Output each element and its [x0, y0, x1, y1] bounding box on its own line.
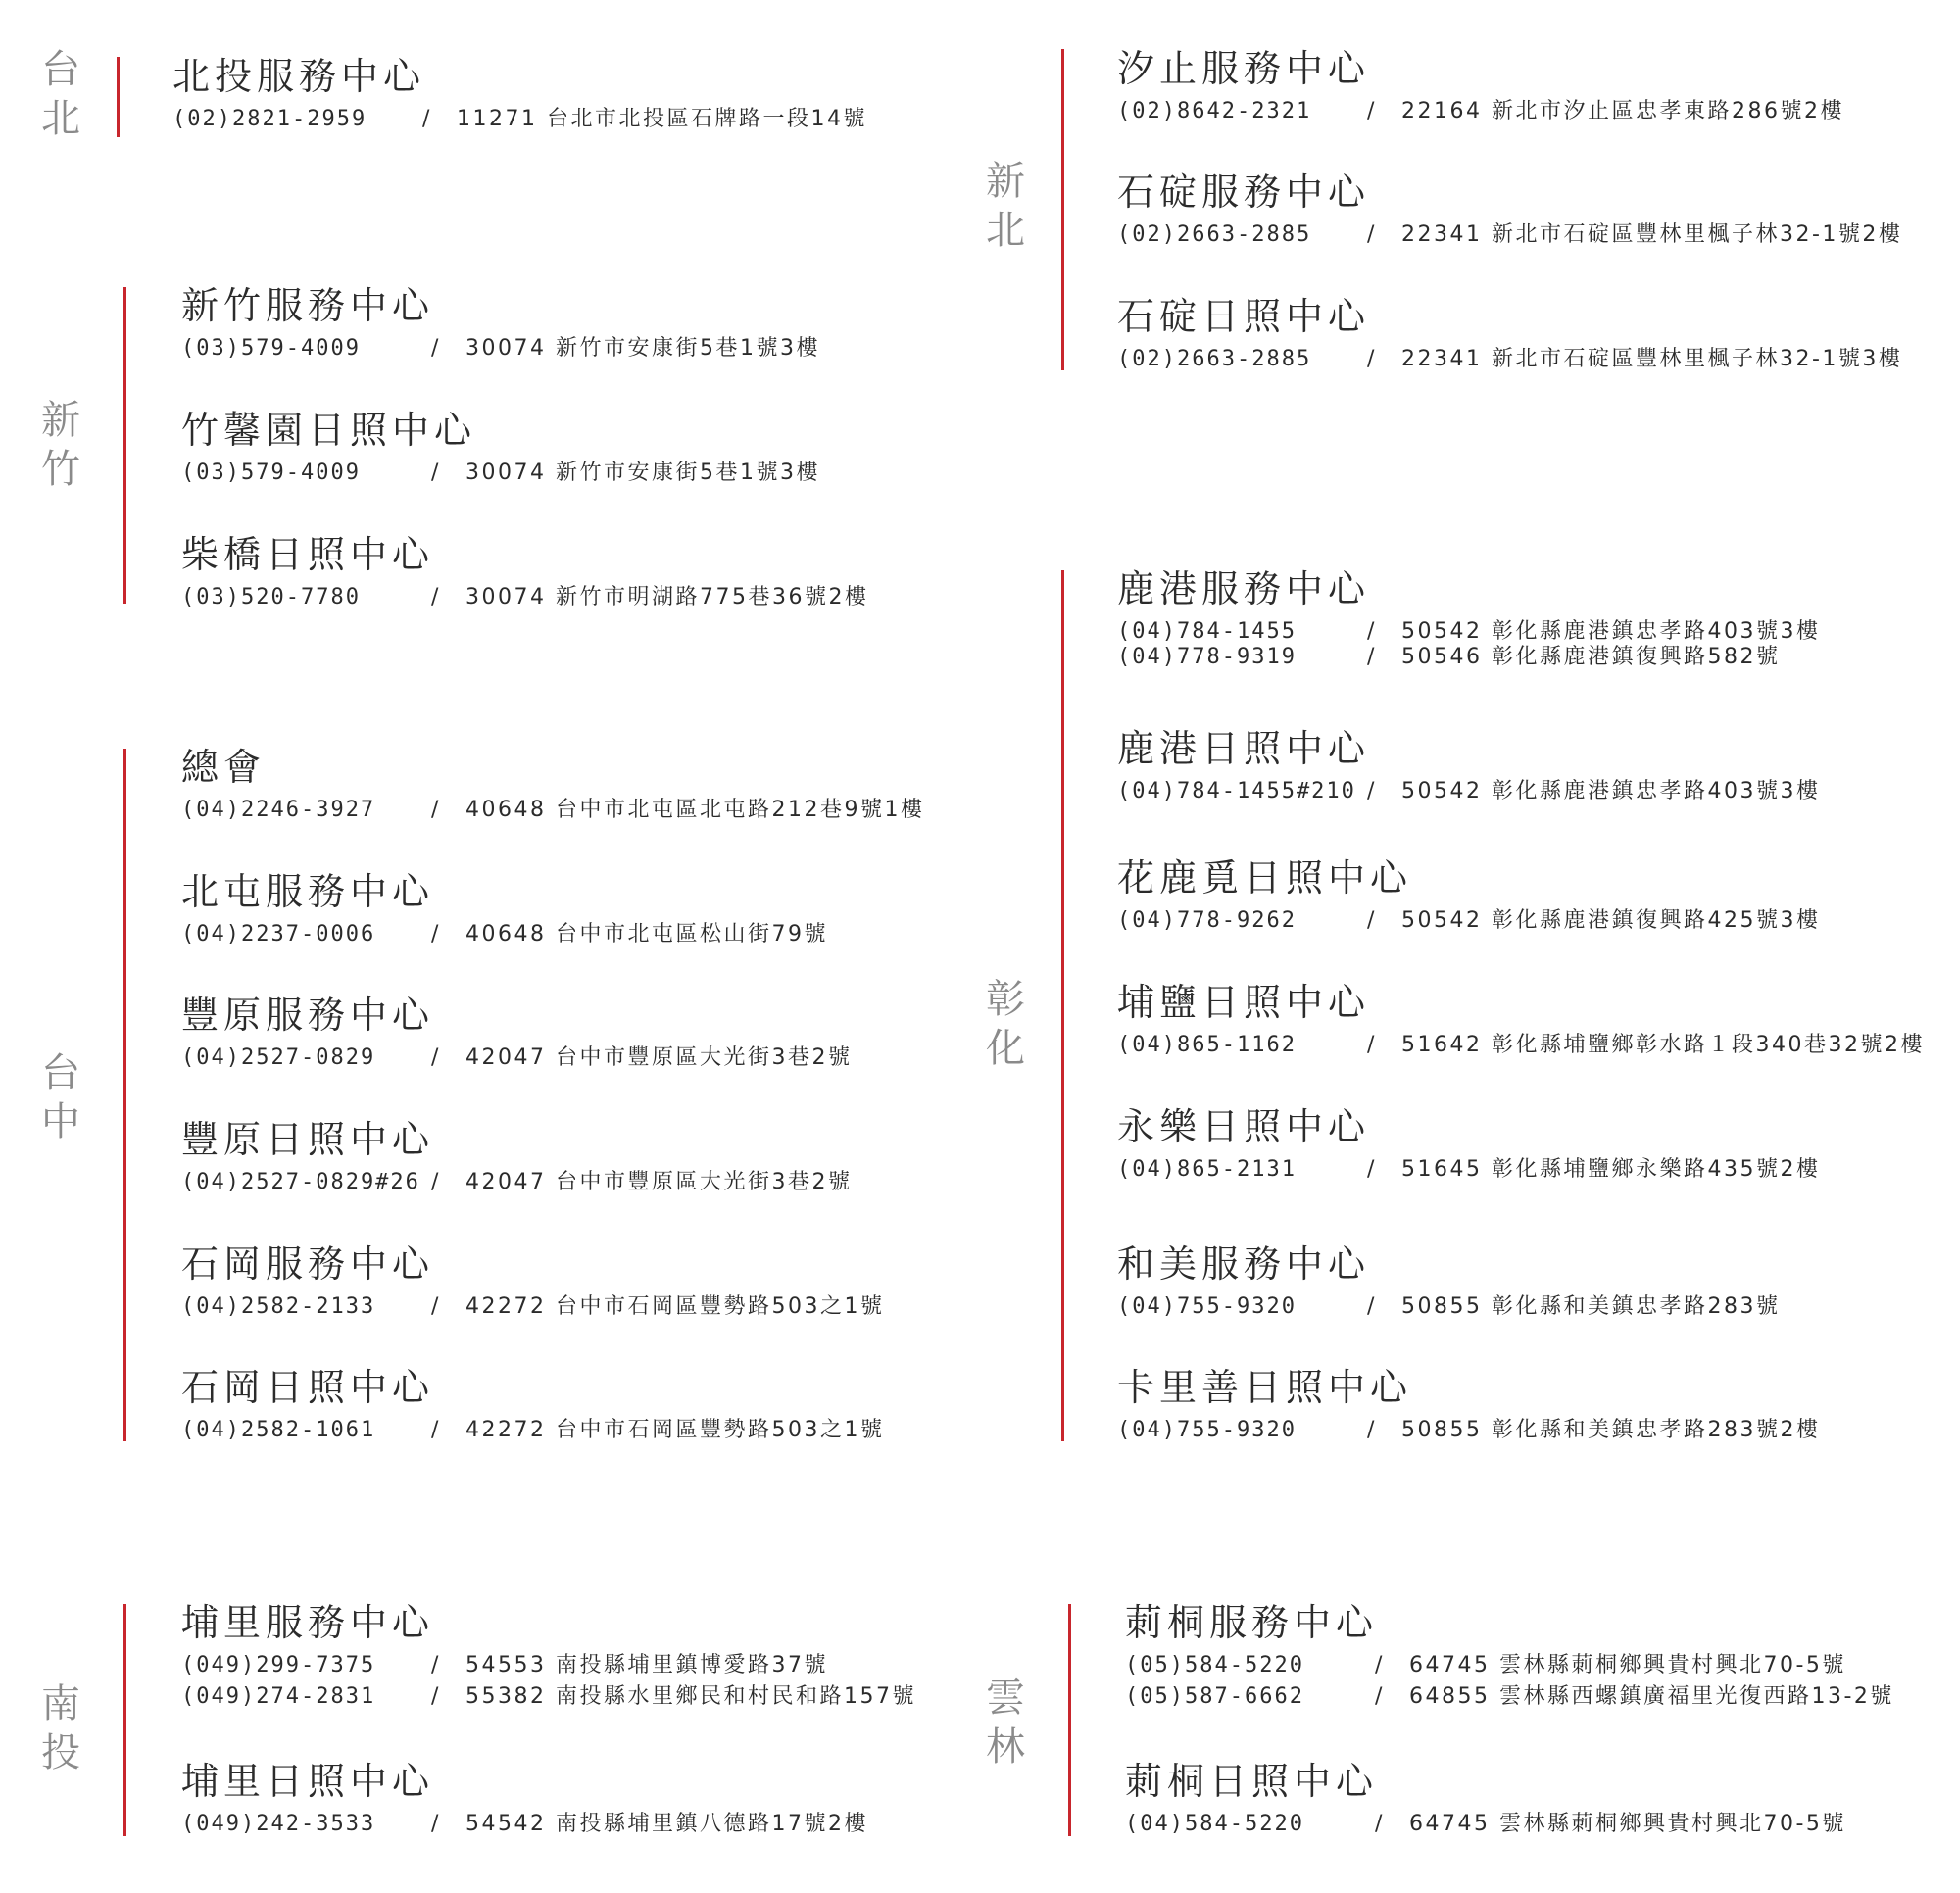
contact-row: [181, 1682, 916, 1714]
address: 54542 南投縣埔里鎮八德路17號2樓: [466, 1812, 868, 1836]
separator: /: [431, 1170, 441, 1194]
separator: /: [431, 1684, 441, 1709]
region-label-changhua: 彰化: [986, 977, 1025, 1071]
phone-number: (04)2527-0829#26: [181, 1170, 420, 1194]
contact-row: [1117, 1155, 1821, 1187]
center-name: 北投服務中心: [172, 55, 426, 98]
region-label-yunlin: 雲林: [986, 1675, 1025, 1770]
separator: /: [422, 107, 432, 131]
separator: /: [1375, 1653, 1385, 1677]
center-name: 石碇日照中心: [1117, 295, 1371, 338]
separator: /: [1367, 1157, 1377, 1182]
contact-row: [1117, 643, 1781, 674]
contact-row: [1125, 1810, 1846, 1841]
region-divider-line: [123, 287, 126, 604]
region-divider-line: [123, 749, 126, 1441]
separator: /: [1367, 645, 1377, 669]
phone-number: (04)755-9320: [1117, 1294, 1297, 1319]
phone-number: (04)584-5220: [1125, 1812, 1304, 1836]
region-label-taichung: 台中: [41, 1050, 80, 1144]
center-block: [181, 1365, 885, 1447]
center-block: [181, 1600, 916, 1714]
phone-number: (04)778-9319: [1117, 645, 1297, 669]
center-name: 埔里服務中心: [181, 1601, 435, 1644]
phone-number: (04)2246-3927: [181, 798, 376, 822]
address: 55382 南投縣水里鄉民和村民和路157號: [466, 1684, 916, 1709]
center-block: [181, 1241, 885, 1324]
separator: /: [1367, 619, 1377, 644]
separator: /: [431, 336, 441, 361]
center-name: 卡里善日照中心: [1117, 1366, 1413, 1409]
address: 40648 台中市北屯區北屯路212巷9號1樓: [466, 798, 925, 822]
address: 64745 雲林縣莿桐鄉興貴村興北70-5號: [1409, 1812, 1846, 1836]
address: 50546 彰化縣鹿港鎮復興路582號: [1401, 645, 1781, 669]
separator: /: [1367, 779, 1377, 803]
center-block: [1117, 855, 1821, 938]
contact-row: [1117, 777, 1821, 808]
center-block: [1125, 1600, 1894, 1714]
contact-row: [1117, 1031, 1925, 1062]
address: 50542 彰化縣鹿港鎮忠孝路403號3樓: [1401, 619, 1821, 644]
region-divider-line: [1061, 49, 1064, 370]
center-name: 北屯服務中心: [181, 870, 435, 913]
phone-number: (04)784-1455#210: [1117, 779, 1356, 803]
center-block: [181, 1117, 853, 1199]
center-block: [181, 283, 820, 365]
center-name: 花鹿覓日照中心: [1117, 856, 1413, 899]
center-block: [181, 408, 820, 490]
separator: /: [431, 1294, 441, 1319]
address: 64855 雲林縣西螺鎮廣福里光復西路13-2號: [1409, 1684, 1894, 1709]
address: 42272 台中市石岡區豐勢路503之1號: [466, 1294, 885, 1319]
center-block: [181, 869, 828, 951]
phone-number: (04)784-1455: [1117, 619, 1297, 644]
region-divider-line: [1061, 570, 1064, 1441]
phone-number: (04)865-2131: [1117, 1157, 1297, 1182]
region-label-taipei: 台北: [41, 47, 80, 141]
center-name: 和美服務中心: [1117, 1242, 1371, 1286]
contact-row: [181, 1168, 853, 1199]
center-name: 莿桐日照中心: [1125, 1760, 1379, 1803]
region-label-newtaipei: 新北: [986, 159, 1025, 253]
separator: /: [431, 798, 441, 822]
contact-row: [181, 796, 925, 827]
center-block: [1117, 1104, 1821, 1187]
center-block: [1117, 980, 1925, 1062]
center-name: 柴橋日照中心: [181, 533, 435, 576]
separator: /: [431, 585, 441, 609]
contact-row: [181, 459, 820, 490]
address: 51645 彰化縣埔鹽鄉永樂路435號2樓: [1401, 1157, 1821, 1182]
region-divider-line: [123, 1604, 126, 1836]
contact-row: [181, 1292, 885, 1324]
phone-number: (02)2663-2885: [1117, 222, 1312, 247]
center-block: [1117, 726, 1821, 808]
contact-row: [1117, 1416, 1821, 1447]
region-divider-line: [117, 57, 120, 137]
address: 50542 彰化縣鹿港鎮忠孝路403號3樓: [1401, 779, 1821, 803]
separator: /: [431, 922, 441, 946]
center-block: [1117, 1365, 1821, 1447]
center-block: [181, 745, 925, 827]
separator: /: [431, 1418, 441, 1442]
phone-number: (049)242-3533: [181, 1812, 376, 1836]
address: 42272 台中市石岡區豐勢路503之1號: [466, 1418, 885, 1442]
phone-number: (04)865-1162: [1117, 1033, 1297, 1057]
address: 64745 雲林縣莿桐鄉興貴村興北70-5號: [1409, 1653, 1846, 1677]
separator: /: [1367, 99, 1377, 123]
contact-row: [1117, 220, 1903, 252]
phone-number: (02)8642-2321: [1117, 99, 1312, 123]
address: 54553 南投縣埔里鎮博愛路37號: [466, 1653, 828, 1677]
center-block: [172, 54, 867, 136]
contact-row: [1125, 1682, 1894, 1714]
center-name: 竹馨園日照中心: [181, 409, 477, 452]
center-block: [1117, 170, 1903, 252]
contact-row: [181, 1651, 828, 1682]
contact-row: [181, 920, 828, 951]
phone-number: (02)2821-2959: [172, 107, 368, 131]
address: 30074 新竹市安康街5巷1號3樓: [466, 336, 820, 361]
center-block: [1125, 1759, 1846, 1841]
separator: /: [1367, 1418, 1377, 1442]
center-name: 汐止服務中心: [1117, 47, 1371, 90]
center-block: [1117, 46, 1844, 128]
center-block: [1117, 294, 1903, 376]
address: 40648 台中市北屯區松山街79號: [466, 922, 828, 946]
region-divider-line: [1068, 1604, 1071, 1836]
separator: /: [431, 461, 441, 485]
contact-row: [1117, 617, 1821, 644]
center-name: 新竹服務中心: [181, 284, 435, 327]
address: 51642 彰化縣埔鹽鄉彰水路１段340巷32號2樓: [1401, 1033, 1925, 1057]
separator: /: [1367, 1294, 1377, 1319]
address: 42047 台中市豐原區大光街3巷2號: [466, 1045, 853, 1070]
address: 22341 新北市石碇區豐林里楓子林32-1號3樓: [1401, 347, 1903, 371]
address: 50855 彰化縣和美鎮忠孝路283號2樓: [1401, 1418, 1821, 1442]
phone-number: (049)274-2831: [181, 1684, 376, 1709]
center-name: 石岡日照中心: [181, 1366, 435, 1409]
separator: /: [431, 1812, 441, 1836]
phone-number: (049)299-7375: [181, 1653, 376, 1677]
center-name: 埔鹽日照中心: [1117, 981, 1371, 1024]
region-label-nantou: 南投: [41, 1681, 80, 1775]
contact-row: [181, 583, 869, 614]
address: 42047 台中市豐原區大光街3巷2號: [466, 1170, 853, 1194]
center-name: 鹿港日照中心: [1117, 727, 1371, 770]
contact-row: [181, 1416, 885, 1447]
address: 22341 新北市石碇區豐林里楓子林32-1號2樓: [1401, 222, 1903, 247]
contact-row: [181, 1044, 853, 1075]
center-name: 永樂日照中心: [1117, 1105, 1371, 1148]
center-block: [1117, 566, 1821, 674]
phone-number: (04)2582-1061: [181, 1418, 376, 1442]
center-name: 總會: [181, 746, 267, 789]
phone-number: (02)2663-2885: [1117, 347, 1312, 371]
phone-number: (05)587-6662: [1125, 1684, 1304, 1709]
address: 11271 台北市北投區石牌路一段14號: [457, 107, 867, 131]
center-name: 石岡服務中心: [181, 1242, 435, 1286]
contact-row: [1125, 1651, 1846, 1682]
phone-number: (03)579-4009: [181, 336, 361, 361]
contact-row: [172, 105, 867, 136]
separator: /: [431, 1045, 441, 1070]
phone-number: (04)2237-0006: [181, 922, 376, 946]
separator: /: [1375, 1812, 1385, 1836]
phone-number: (04)2527-0829: [181, 1045, 376, 1070]
separator: /: [1367, 1033, 1377, 1057]
center-name: 埔里日照中心: [181, 1760, 435, 1803]
center-name: 豐原日照中心: [181, 1118, 435, 1161]
address: 30074 新竹市安康街5巷1號3樓: [466, 461, 820, 485]
center-name: 莿桐服務中心: [1125, 1601, 1379, 1644]
address: 50542 彰化縣鹿港鎮復興路425號3樓: [1401, 908, 1821, 933]
contact-row: [1117, 345, 1903, 376]
contact-row: [181, 334, 820, 365]
address: 50855 彰化縣和美鎮忠孝路283號: [1401, 1294, 1781, 1319]
separator: /: [1375, 1684, 1385, 1709]
phone-number: (04)778-9262: [1117, 908, 1297, 933]
phone-number: (03)520-7780: [181, 585, 361, 609]
contact-row: [1117, 1292, 1781, 1324]
center-block: [181, 1759, 868, 1841]
phone-number: (04)755-9320: [1117, 1418, 1297, 1442]
center-block: [181, 532, 869, 614]
address: 22164 新北市汐止區忠孝東路286號2樓: [1401, 99, 1844, 123]
center-name: 石碇服務中心: [1117, 170, 1371, 214]
center-name: 鹿港服務中心: [1117, 567, 1371, 610]
contact-row: [181, 1810, 868, 1841]
separator: /: [431, 1653, 441, 1677]
contact-row: [1117, 97, 1844, 128]
contact-row: [1117, 906, 1821, 938]
separator: /: [1367, 908, 1377, 933]
separator: /: [1367, 347, 1377, 371]
separator: /: [1367, 222, 1377, 247]
phone-number: (05)584-5220: [1125, 1653, 1304, 1677]
phone-number: (03)579-4009: [181, 461, 361, 485]
center-name: 豐原服務中心: [181, 994, 435, 1037]
address: 30074 新竹市明湖路775巷36號2樓: [466, 585, 869, 609]
center-block: [1117, 1241, 1781, 1324]
phone-number: (04)2582-2133: [181, 1294, 376, 1319]
region-label-hsinchu: 新竹: [41, 398, 80, 492]
center-block: [181, 993, 853, 1075]
